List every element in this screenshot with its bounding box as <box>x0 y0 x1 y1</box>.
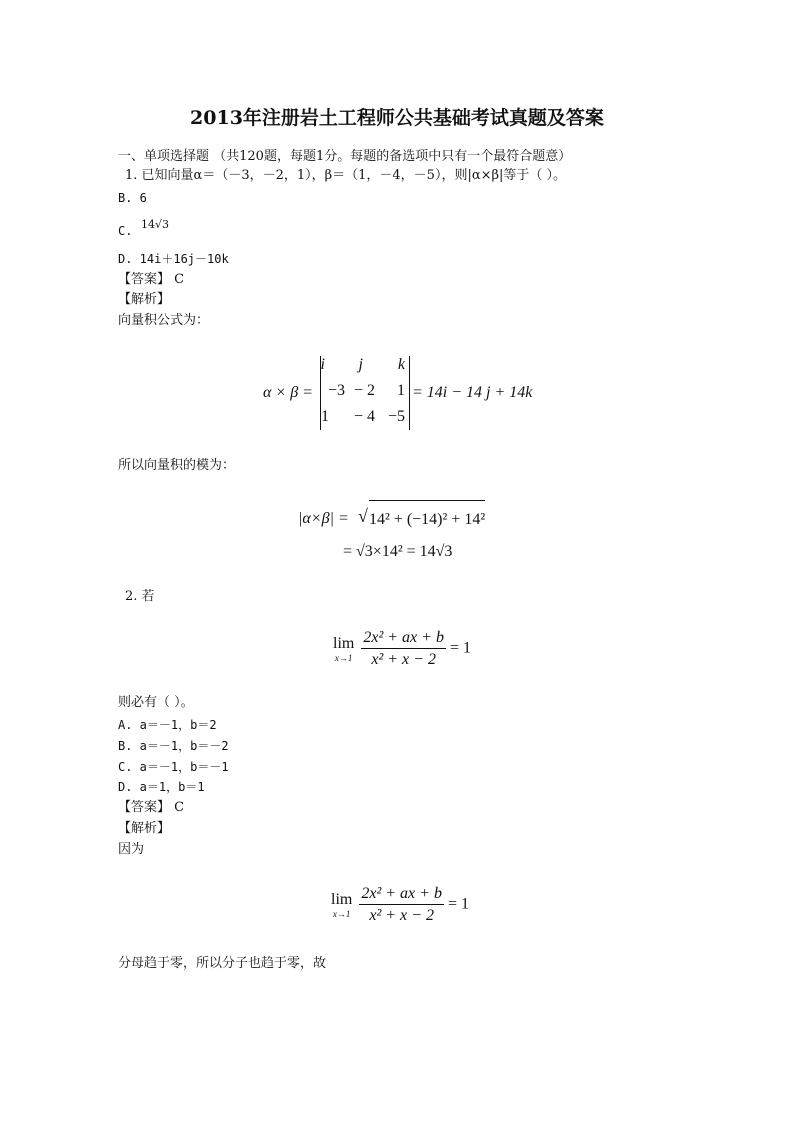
limit-denominator: x² + x − 2 <box>371 651 436 669</box>
limit-rhs: = 1 <box>449 639 471 657</box>
lim-subscript: x→1 <box>332 908 351 919</box>
det-cell: − 2 <box>353 382 375 399</box>
det-cell: −3 <box>327 382 345 399</box>
det-cell: 1 <box>397 382 405 399</box>
limit-rhs: = 1 <box>447 895 469 913</box>
q1-option-b: B. 6 <box>118 191 147 205</box>
q1-option-c-value: 14√3 <box>141 218 170 231</box>
q2-limit-expression <box>333 628 471 669</box>
det-cell: −5 <box>387 408 405 425</box>
det-cell: i <box>320 356 325 373</box>
q1-mod-radicand: 14² + (−14)² + 14² <box>369 500 485 529</box>
q1-det-lhs: α × β = <box>263 384 313 401</box>
limit-numerator: 2x² + ax + b <box>361 628 446 649</box>
q1-det-rhs: = 14i − 14 j + 14k <box>412 384 533 401</box>
det-cell: 1 <box>321 408 329 425</box>
q2-answer: 【答案】 C <box>118 800 185 815</box>
q2-option-d: D. a＝1，b＝1 <box>118 780 205 794</box>
q1-analysis-line2: 所以向量积的模为： <box>118 458 236 473</box>
q2-limit-expression-2 <box>331 884 469 925</box>
q2-option-b: B. a＝－1，b＝－2 <box>118 739 229 753</box>
q1-stem: 1. 已知向量α＝（－3，－2，1），β＝（1，－4，－5），则|α×β|等于（ ）。 <box>125 168 567 183</box>
q2-analysis-line1: 因为 <box>118 842 145 857</box>
q1-analysis-line1: 向量积公式为： <box>118 313 210 328</box>
det-cell: k <box>397 356 405 373</box>
q1-option-c-label: C. <box>118 224 133 238</box>
lim-operator: lim x→1 <box>331 890 353 919</box>
limit-fraction <box>359 884 444 925</box>
section-heading: 一、单项选择题 （共120题，每题1分。每题的备选项中只有一个最符合题意） <box>118 149 572 164</box>
limit-numerator: 2x² + ax + b <box>359 884 444 905</box>
q2-ask: 则必有（ ）。 <box>118 695 194 710</box>
q2-stem: 2. 若 <box>125 589 155 604</box>
q2-option-a: A. a＝－1，b＝2 <box>118 718 217 732</box>
q2-option-c: C. a＝－1，b＝－1 <box>118 760 229 774</box>
q1-option-d: D. 14i＋16j－10k <box>118 252 229 266</box>
lim-subscript: x→1 <box>334 652 353 663</box>
q1-answer: 【答案】 C <box>118 272 185 287</box>
q2-analysis-line2: 分母趋于零，所以分子也趋于零，故 <box>118 956 327 971</box>
det-cell: − 4 <box>353 408 375 425</box>
q1-determinant <box>320 356 410 430</box>
sqrt-sign: √ <box>358 506 368 526</box>
lim-operator: lim x→1 <box>333 634 355 663</box>
det-cell: j <box>358 356 363 373</box>
q1-mod-lhs: |α×β| = <box>298 510 349 527</box>
q1-analysis-label: 【解析】 <box>118 292 171 307</box>
limit-denominator: x² + x − 2 <box>369 907 434 925</box>
q2-analysis-label: 【解析】 <box>118 821 171 836</box>
page-title: 2013年注册岩土工程师公共基础考试真题及答案 <box>190 107 604 129</box>
limit-fraction <box>361 628 446 669</box>
q1-mod-line2: = √3×14² = 14√3 <box>343 543 453 560</box>
